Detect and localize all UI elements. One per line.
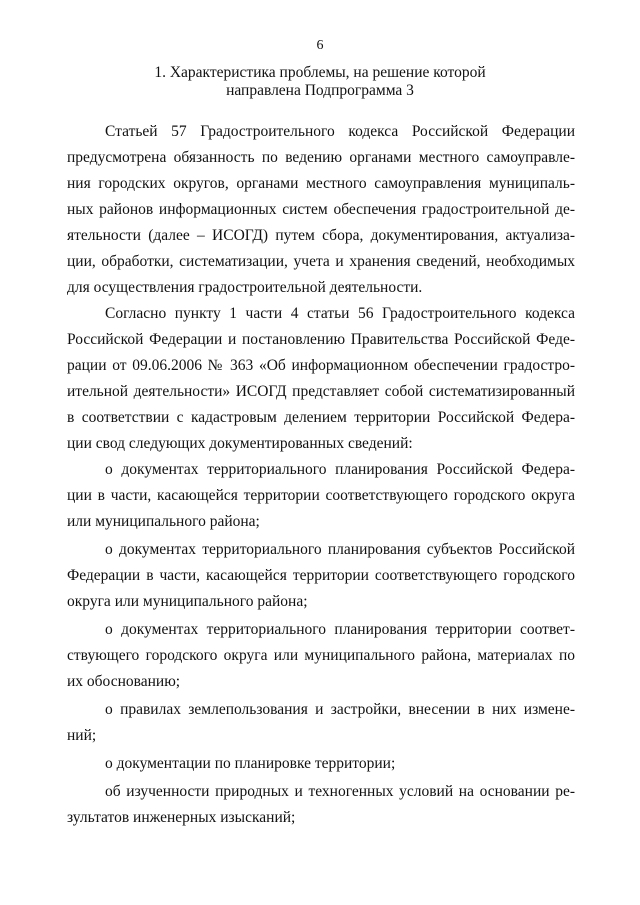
list-item-line: о документах территориального планирования Российской Федера-	[105, 461, 575, 478]
heading-line-1: 1. Характеристика проблемы, на решение которой	[154, 64, 486, 81]
list-item-line: Федерации в части, касающейся территории соответствующего городского	[67, 567, 575, 584]
list-item-line: их обоснованию;	[67, 673, 181, 690]
body-line: Статьей 57 Градостроительного кодекса Российской Федерации	[105, 123, 575, 140]
list-item-line: о документах территориального планирования территории соответ-	[105, 621, 575, 638]
body-line: ции свод следующих документированных сведений:	[67, 435, 413, 452]
body-line: рации от 09.06.2006 № 363 «Об информационном обеспечении градостро-	[67, 357, 575, 374]
body-line: ных районов информационных систем обеспечения градостроительной де-	[67, 201, 575, 218]
body-line: Российской Федерации и постановлению Правительства Российской Феде-	[67, 331, 575, 348]
body-line: ятельности (далее – ИСОГД) путем сбора, документирования, актуализа-	[67, 227, 575, 244]
list-item-line: ции в части, касающейся территории соответствующего городского округа	[67, 487, 575, 504]
list-item-line: или муниципального района;	[67, 513, 260, 530]
list-item-line: о правилах землепользования и застройки, внесении в них измене-	[105, 701, 575, 718]
list-item-line: зультатов инженерных изысканий;	[67, 809, 296, 826]
body-line: для осуществления градостроительной деятельности.	[67, 279, 423, 296]
body-line: ния городских округов, органами местного самоуправления муниципаль-	[67, 175, 575, 192]
list-item-line: ствующего городского округа или муниципального района, материалах по	[67, 647, 575, 664]
list-item-line: ний;	[67, 727, 97, 744]
heading-line-2: направлена Подпрограмма 3	[226, 82, 414, 99]
body-line: ительной деятельности» ИСОГД представляет собой систематизированный	[67, 383, 575, 400]
list-item-line: округа или муниципального района;	[67, 593, 308, 610]
page-number: 6	[316, 38, 324, 53]
list-item-line: о документах территориального планирования субъектов Российской	[105, 541, 575, 558]
body-line: предусмотрена обязанность по ведению органами местного самоуправле-	[67, 149, 575, 166]
list-item-line: о документации по планировке территории;	[105, 755, 396, 772]
body-line: Согласно пункту 1 части 4 статьи 56 Градостроительного кодекса	[105, 305, 575, 322]
section-heading	[70, 64, 570, 100]
list-item-line: об изученности природных и техногенных условий на основании ре-	[105, 783, 575, 800]
body-line: в соответствии с кадастровым делением территории Российской Федера-	[67, 409, 575, 426]
body-line: ции, обработки, систематизации, учета и хранения сведений, необходимых	[67, 253, 575, 270]
